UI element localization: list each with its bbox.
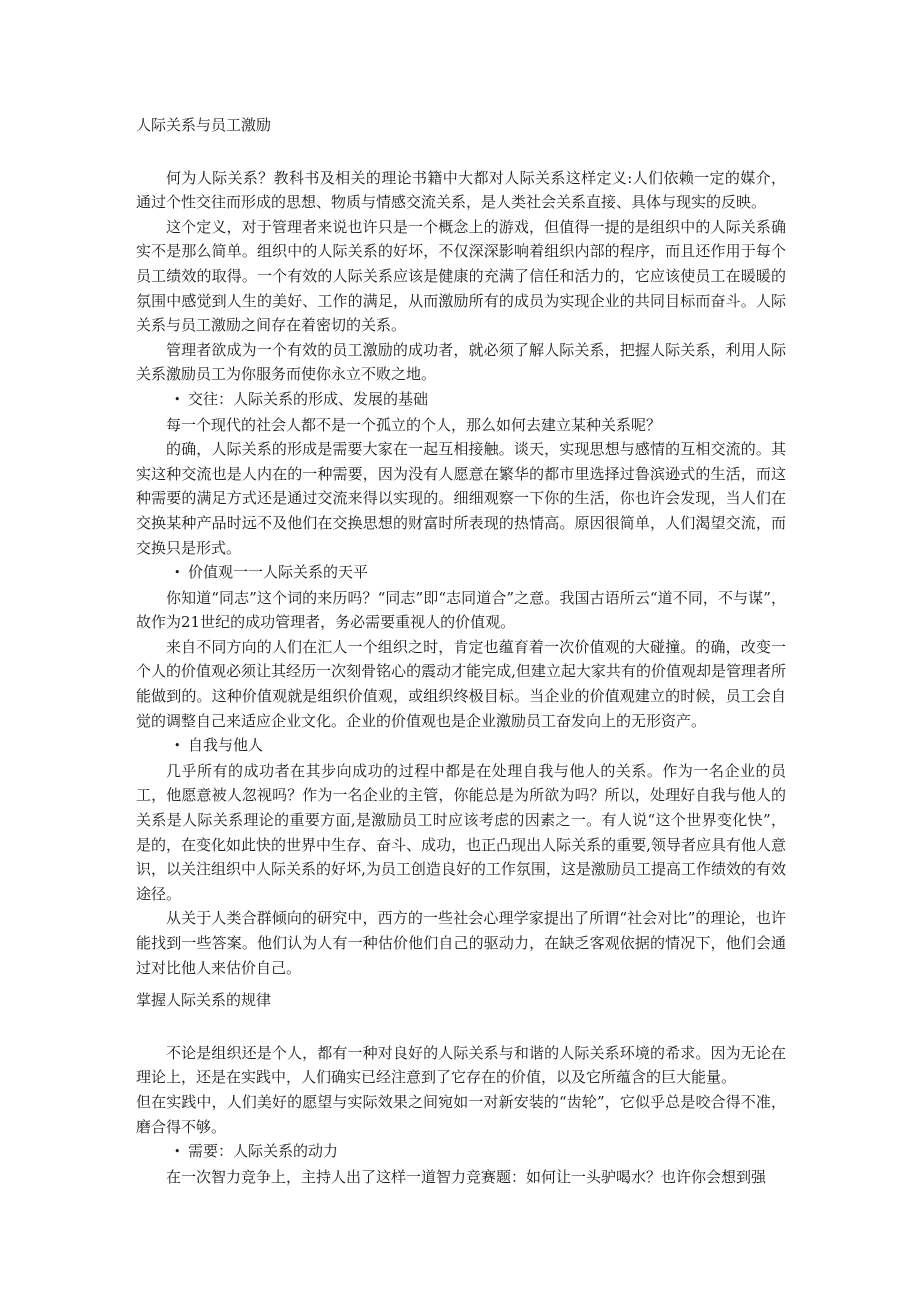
paragraph: 但在实践中，人们美好的愿望与实际效果之间宛如一对新安装的“齿轮”，它似乎总是咬合得不准，磨合得不够。 — [136, 1092, 786, 1136]
bullet-heading-text: 交往：人际关系的形成、发展的基础 — [188, 389, 429, 408]
paragraph: 不论是组织还是个人，都有一种对良好的人际关系与和谐的人际关系环境的希求。因为无论在理论上，还是在实践中，人们确实已经注意到了它存在的价值，以及它所蕴含的巨大能量。 — [136, 1043, 786, 1087]
paragraph: 何为人际关系？教科书及相关的理论书籍中大都对人际关系这样定义:人们依赖一定的媒介，通过个性交往而形成的思想、物质与情感交流关系，是人类社会关系直接、具体与现实的反映。 — [136, 168, 786, 212]
bullet-heading — [136, 1139, 786, 1165]
bullet-heading — [136, 733, 786, 759]
bullet-dot-icon: • — [174, 1145, 181, 1159]
paragraph: 来自不同方向的人们在汇人一个组织之时，肯定也蕴育着一次价值观的大碰撞。的确，改变一个人的价值观必须让其经历一次刻骨铭心的震动才能完成,但建立起大家共有的价值观却是管理者所能做到的。这种价值观就是组织价值观，或组织终极目标。当企业的价值观建立的时候，员工会自觉的调整自己来适应企业文化。企业的价值观也是企业激励员工奋发向上的无形资产。 — [136, 637, 786, 730]
bullet-heading — [136, 560, 786, 586]
bullet-dot-icon: • — [174, 392, 181, 406]
section-title: 掌握人际关系的规律 — [136, 991, 272, 1010]
paragraph: 这个定义，对于管理者来说也许只是一个概念上的游戏，但值得一提的是组织中的人际关系确实不是那么简单。组织中的人际关系的好坏，不仅深深影响着组织内部的程序，而且还作用于每个员工绩效的取得。一个有效的人际关系应该是健康的充满了信任和活力的，它应该使员工在暖暖的氛围中感觉到人生的美好、工作的满足，从而激励所有的成员为实现企业的共同目标而奋斗。人际关系与员工激励之间存在着密切的关系。 — [136, 217, 786, 335]
bullet-heading-text: 价值观一一人际关系的天平 — [188, 563, 369, 582]
paragraph: 管理者欲成为一个有效的员工激励的成功者，就必须了解人际关系，把握人际关系，利用人际关系激励员工为你服务而使你永立不败之地。 — [136, 340, 786, 384]
paragraph: 你知道“同志”这个词的来历吗？“同志”即“志同道合”之意。我国古语所云“道不同，不与谋”，故作为21世纪的成功管理者，务必需要重视人的价值观。 — [136, 588, 786, 632]
paragraph: 每一个现代的社会人都不是一个孤立的个人，那么如何去建立某种关系呢？ — [166, 415, 662, 434]
bullet-dot-icon: • — [174, 739, 181, 753]
bullet-heading-text: 自我与他人 — [188, 736, 264, 755]
paragraph: 从关于人类合群倾向的研究中，西方的一些社会心理学家提出了所谓“社会对比”的理论，也许能找到一些答案。他们认为人有一种估价他们自己的驱动力，在缺乏客观依据的情况下，他们会通过对比他人来估价自己。 — [136, 909, 786, 977]
bullet-dot-icon: • — [174, 566, 181, 580]
section-title: 人际关系与员工激励 — [136, 116, 272, 134]
paragraph: 几乎所有的成功者在其步向成功的过程中都是在处理自我与他人的关系。作为一名企业的员工，他愿意被人忽视吗？作为一名企业的主管，你能总是为所欲为吗？所以，处理好自我与他人的关系是人际关系理论的重要方面,是激励员工时应该考虑的因素之一。有人说“这个世界变化快”，是的，在变化如此快的世界中生存、奋斗、成功，也正凸现出人际关系的重要,领导者应具有他人意识，以关注组织中人际关系的好坏,为员工创造良好的工作氛围，这是激励员工提高工作绩效的有效途径。 — [136, 761, 786, 903]
bullet-heading-text: 需要：人际关系的动力 — [188, 1142, 339, 1161]
paragraph: 的确，人际关系的形成是需要大家在一起互相接触。谈天，实现思想与感情的互相交流的。其实这种交流也是人内在的一种需要，因为没有人愿意在繁华的都市里选择过鲁滨逊式的生活，而这种需要的满足方式还是通过交流来得以实现的。细细观察一下你的生活，你也许会发现，当人们在交换某种产品时远不及他们在交换思想的财富时所表现的热情高。原因很简单，人们渴望交流，而交换只是形式。 — [136, 440, 786, 557]
paragraph: 在一次智力竞争上，主持人出了这样一道智力竞赛题：如何让一头驴喝水？也许你会想到强 — [166, 1167, 767, 1186]
document-page — [136, 113, 786, 1189]
bullet-heading — [136, 387, 786, 413]
